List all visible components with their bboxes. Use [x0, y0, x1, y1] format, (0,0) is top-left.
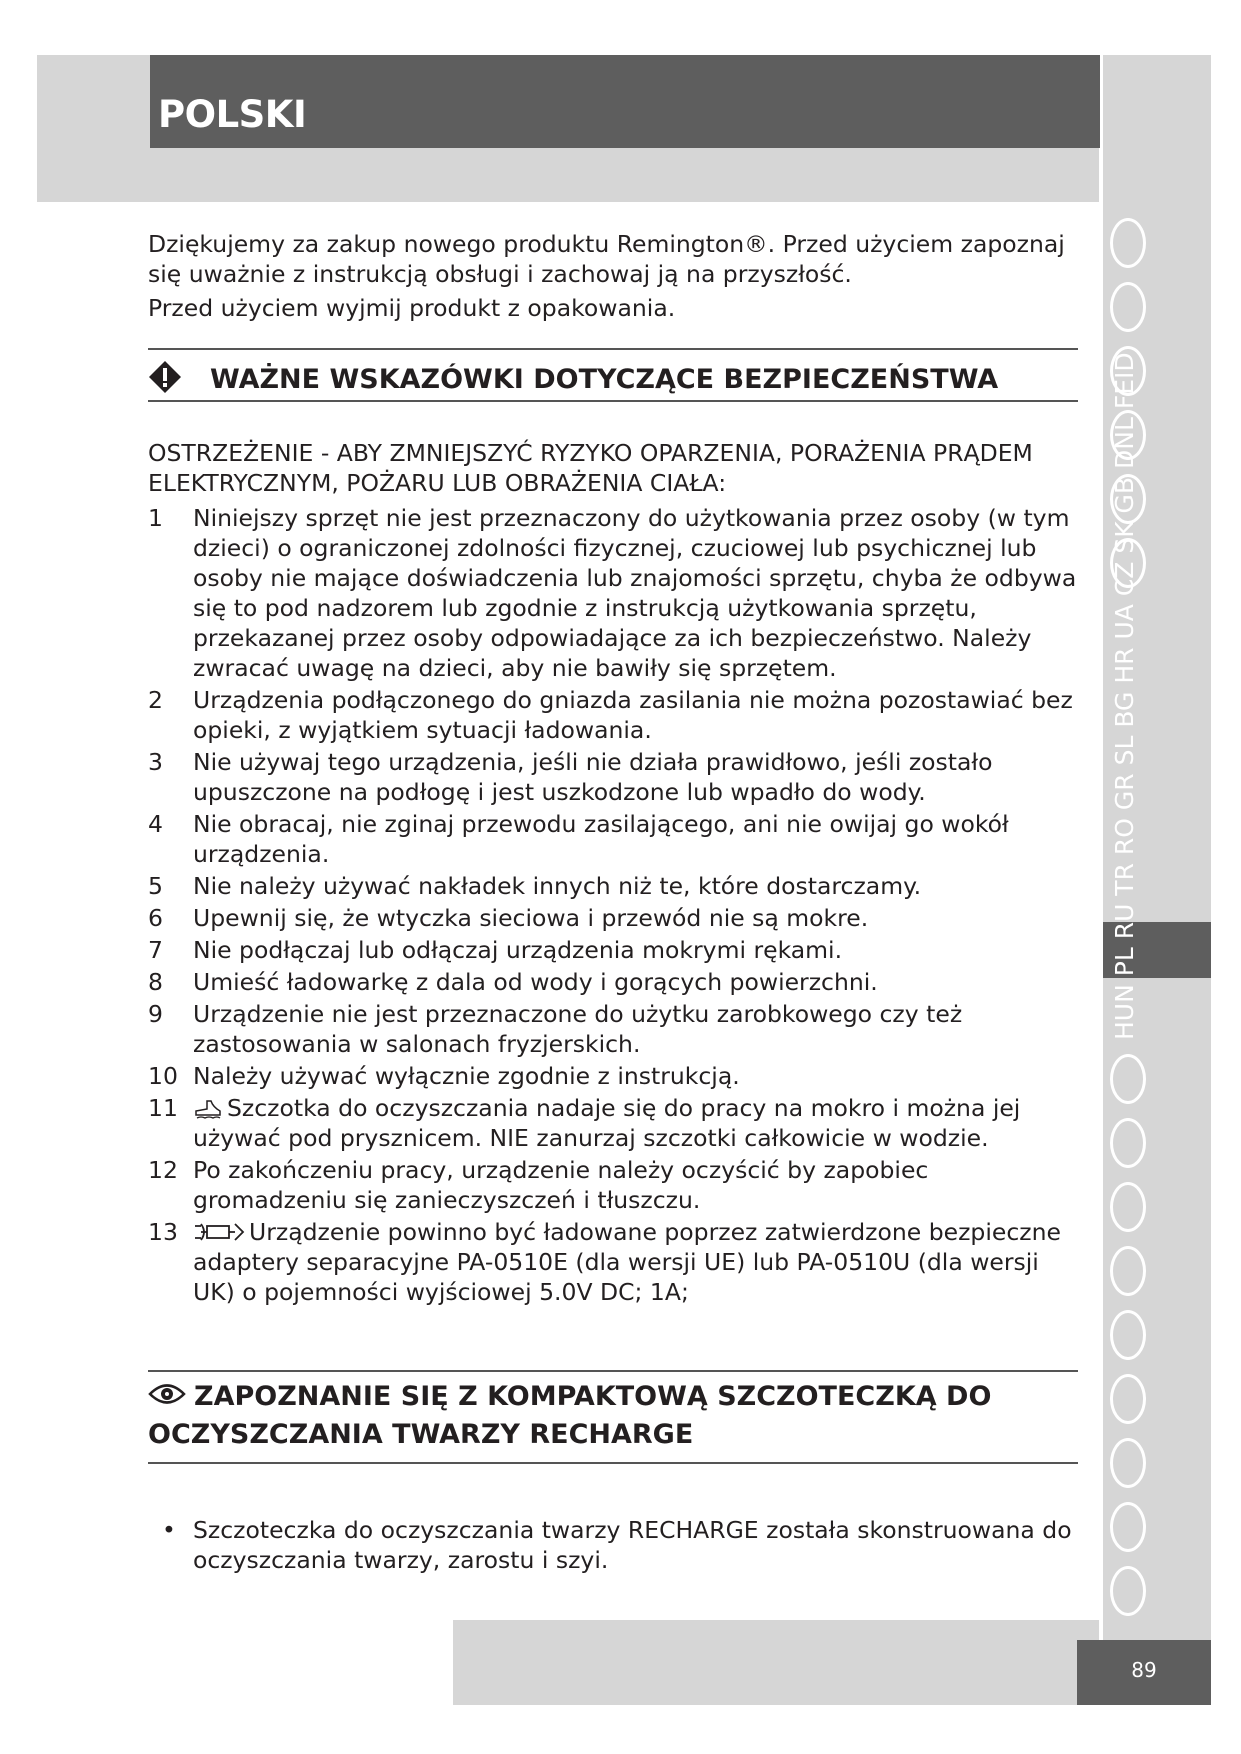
- circle-decoration: [1110, 1438, 1146, 1488]
- footer-band: [453, 1620, 1099, 1705]
- intro-section-heading-text: ZAPOZNANIE SIĘ Z KOMPAKTOWĄ SZCZOTECZKĄ DO OCZYSZCZANIA TWARZY RECHARGE: [148, 1381, 992, 1450]
- warning-icon: [148, 360, 182, 394]
- intro-paragraph: Przed użyciem wyjmij produkt z opakowania.: [148, 294, 676, 322]
- warning-statement: OSTRZEŻENIE - ABY ZMNIEJSZYĆ RYZYKO OPARZENIA, PORAŻENIA PRĄDEM ELEKTRYCZNYM, POŻARU LUB OBRAŻENIA CIAŁA:: [148, 439, 1033, 497]
- divider: [148, 400, 1078, 402]
- circle-decoration: [1110, 1054, 1146, 1104]
- circle-decoration: [1110, 1182, 1146, 1232]
- list-item: 9 Urządzenie nie jest przeznaczone do użytku zarobkowego czy też zastosowania w salonach fryzjerskich.: [148, 1000, 963, 1058]
- page-number: 89: [1131, 1658, 1157, 1682]
- safety-heading: [148, 360, 1078, 399]
- language-tab-labels: HUN PL RU TR RO GR SL BG HR UA CZ SK GB DNL FEID: [1110, 352, 1139, 1040]
- list-item: 2 Urządzenia podłączonego do gniazda zasilania nie można pozostawiać bez opieki, z wyjątkiem sytuacji ładowania.: [148, 686, 1073, 744]
- shower-water-icon: [193, 1097, 223, 1119]
- safety-heading-text: WAŻNE WSKAZÓWKI DOTYCZĄCE BEZPIECZEŃSTWA: [210, 364, 999, 395]
- page-title: POLSKI: [158, 93, 307, 136]
- list-item: 5 Nie należy używać nakładek innych niż te, które dostarczamy.: [148, 872, 922, 900]
- page-number-box: [1077, 1640, 1211, 1705]
- circle-decoration: [1110, 410, 1146, 460]
- circle-decoration: [1110, 474, 1146, 524]
- list-item: 3 Nie używaj tego urządzenia, jeśli nie działa prawidłowo, jeśli zostało upuszczone na podłogę i jest uszkodzone lub wpadło do wody.: [148, 748, 993, 806]
- list-item: 7 Nie podłączaj lub odłączaj urządzenia mokrymi rękami.: [148, 936, 843, 964]
- circle-decoration: [1110, 538, 1146, 588]
- circle-decoration: [1110, 1310, 1146, 1360]
- divider: [148, 1370, 1078, 1372]
- circle-decoration: [1110, 218, 1146, 268]
- list-item: 8 Umieść ładowarkę z dala od wody i gorących powierzchni.: [148, 968, 878, 996]
- intro-section-heading: [148, 1378, 1078, 1454]
- circle-decoration: [1110, 1374, 1146, 1424]
- eye-icon: [148, 1381, 186, 1407]
- divider: [148, 1462, 1078, 1464]
- circle-decoration: [1110, 1246, 1146, 1296]
- intro-bullets: [148, 1515, 1078, 1575]
- circle-decoration: [1110, 1118, 1146, 1168]
- list-item: 10 Należy używać wyłącznie zgodnie z instrukcją.: [148, 1062, 740, 1090]
- intro-text: [148, 229, 1078, 327]
- safety-list: [148, 503, 1078, 1309]
- list-item: 1 Niniejszy sprzęt nie jest przeznaczony do użytkowania przez osoby (w tym dzieci) o ograniczonej zdolności fizycznej, czuciowej lub psychicznej lub osoby nie mające doświadczenia lub znajomości sprzętu, chyba że odbywa się to pod nadzorem lub zgodnie z instrukcją użytkowania sprzętu, przekazanej przez osoby odpowiadające za ich bezpieczeństwo. Należy zwracać uwagę na dzieci, aby nie bawiły się sprzętem.: [148, 504, 1077, 682]
- list-item: 12 Po zakończeniu pracy, urządzenie należy oczyścić by zapobiec gromadzeniu się zanieczyszczeń i tłuszczu.: [148, 1156, 929, 1214]
- list-item: 4 Nie obracaj, nie zginaj przewodu zasilającego, ani nie owijaj go wokół urządzenia.: [148, 810, 1009, 868]
- title-bar: [150, 55, 1100, 148]
- circle-decoration: [1110, 1502, 1146, 1552]
- list-item: 11 Szczotka do oczyszczania nadaje się do pracy na mokro i można jej używać pod prysznicem. NIE zanurzaj szczotki całkowicie w wodzie.: [148, 1094, 1021, 1152]
- circle-decoration: [1110, 346, 1146, 396]
- list-item: 13 Urządzenie powinno być ładowane poprzez zatwierdzone bezpieczne adaptery separacyjne PA-0510E (dla wersji UE) lub PA-0510U (dla wersji UK) o pojemności wyjściowej 5.0V DC; 1A;: [148, 1218, 1061, 1306]
- intro-paragraph: Dziękujemy za zakup nowego produktu Remington®. Przed użyciem zapoznaj się uważnie z instrukcją obsługi i zachowaj ją na przyszłość.: [148, 230, 1065, 288]
- divider: [148, 348, 1078, 350]
- list-item: 6 Upewnij się, że wtyczka sieciowa i przewód nie są mokre.: [148, 904, 869, 932]
- circle-decoration: [1110, 282, 1146, 332]
- safety-isolating-transformer-icon: [193, 1221, 245, 1243]
- circle-decoration: [1110, 1566, 1146, 1616]
- bullet-item: • Szczoteczka do oczyszczania twarzy RECHARGE została skonstruowana do oczyszczania twarzy, zarostu i szyi.: [162, 1516, 1072, 1574]
